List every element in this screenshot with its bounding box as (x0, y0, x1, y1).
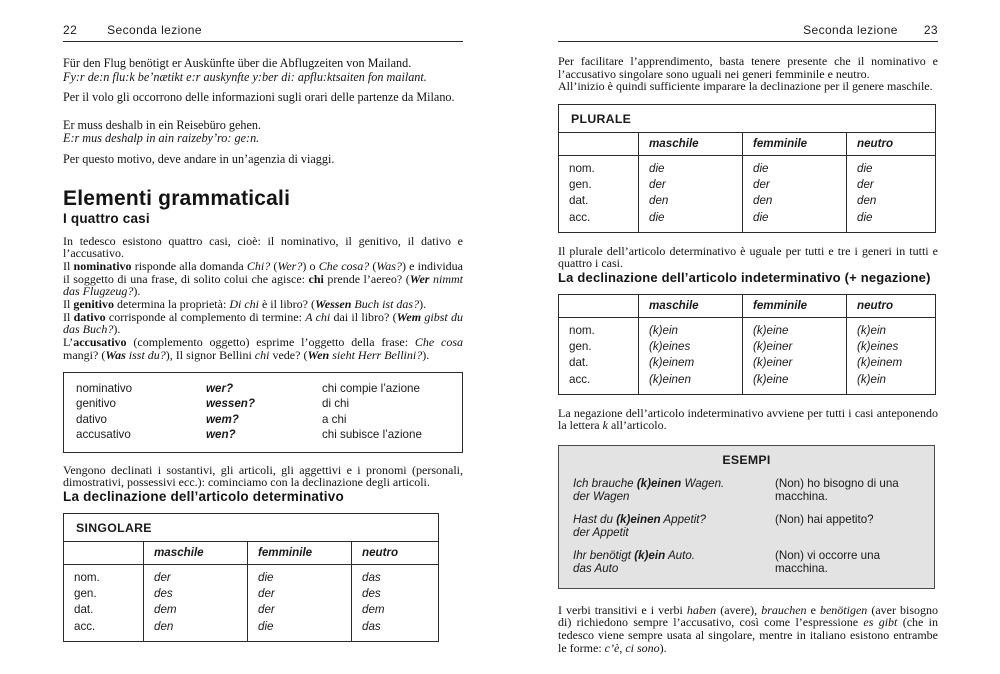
indeterminativo-declension-table (558, 294, 936, 395)
example-italian: (Non) vi occorre una macchina. (775, 548, 881, 576)
table-row (64, 618, 439, 641)
lesson-title: Seconda lezione (107, 23, 202, 37)
case-label: acc. (569, 372, 591, 386)
article-cell: (k)ein (847, 318, 936, 339)
case-label: dat. (569, 356, 589, 370)
case-label: gen. (569, 340, 592, 354)
final-note: I verbi transitivi e i verbi haben (avere), brauchen e benötigen (aver bisogno di) richiedono sempre l’accusativo, così come l’espressione es gibt (che in tedesco viene sempre usata al singolare, mentre in italiano esistono entrambe le forme: c’è, ci sono). (558, 602, 938, 655)
case-question: wessen? (206, 397, 255, 411)
column-header: maschile (639, 295, 743, 318)
case-row (76, 381, 462, 397)
table-row (64, 586, 439, 602)
case-label: acc. (569, 210, 591, 224)
article-cell: der (144, 565, 248, 586)
article-cell: (k)einem (847, 355, 936, 371)
german-noun-line: das Auto (573, 562, 619, 576)
table-row (559, 156, 936, 177)
paragraph: L’accusativo (complemento oggetto) esprime l’oggetto della frase: Che cosa mangi? (Was isst du?), Il signor Bellini chi vede? (Wen sieht Herr Bellini?). (63, 335, 463, 362)
lesson-title: Seconda lezione (803, 23, 898, 37)
example-german (573, 477, 775, 504)
case-label: dat. (569, 194, 589, 208)
example-italian: (Non) hai appetito? (775, 512, 874, 526)
table-row (559, 209, 936, 232)
phonetic-line: Fy:r de:n flu:k be’nætikt e:r auskynfte y:ber di: apflu:ktsaiten fon mailant. (63, 69, 427, 84)
german-example-line: Hast du (k)einen Appetit? (573, 512, 706, 526)
german-example-line: Ihr benötigt (k)ein Auto. (573, 548, 696, 562)
case-label: gen. (74, 587, 97, 601)
table-row (559, 318, 936, 339)
example-row (573, 513, 920, 540)
table-title: SINGOLARE (64, 514, 439, 542)
case-label: dat. (74, 603, 94, 617)
paragraph: Il dativo corrisponde al complemento di termine: A chi dai il libro? (Wem gibst du das Buch?). (63, 309, 463, 337)
case-question: wer? (206, 381, 234, 395)
case-label: acc. (74, 619, 96, 633)
page-header-left (63, 23, 463, 42)
case-row (76, 412, 462, 428)
plurale-declension-table (558, 104, 936, 233)
negation-note: La negazione dell’articolo indeterminativo avviene per tutti i casi anteponendo la lettera k all’articolo. (558, 405, 938, 433)
article-cell: (k)einer (743, 355, 847, 371)
article-cell: die (743, 156, 847, 177)
table-row (559, 177, 936, 193)
article-cell: das (352, 618, 439, 641)
case-label: nom. (569, 324, 595, 338)
case-row (76, 427, 462, 443)
article-cell: der (743, 177, 847, 193)
paragraph: All’inizio è quindi sufficiente imparare la declinazione per il genere maschile. (558, 79, 933, 94)
case-name: genitivo (76, 397, 116, 411)
case-name: nominativo (76, 381, 133, 395)
subsection-title-determinativo: La declinazione dell’articolo determinativo (63, 489, 344, 504)
paragraph-after-box: Vengono declinati i sostantivi, gli articoli, gli aggettivi e i pronomi (personali, dimostrativi, possessivi ecc.): cominciamo con la declinazione degli articoli. (63, 462, 463, 490)
page-header-right (558, 23, 938, 42)
table-row (559, 193, 936, 209)
case-label: nom. (569, 162, 595, 176)
table-row (559, 371, 936, 394)
column-header: femminile (743, 133, 847, 156)
example-row (573, 549, 920, 576)
esempi-title: ESEMPI (722, 453, 771, 468)
article-cell: dem (144, 602, 248, 618)
corner-cell (559, 133, 639, 156)
table-row (559, 355, 936, 371)
article-cell: den (144, 618, 248, 641)
article-cell: (k)eine (743, 318, 847, 339)
article-cell: der (847, 177, 936, 193)
case-name: dativo (76, 412, 107, 426)
article-cell: der (248, 602, 352, 618)
column-header: neutro (352, 542, 439, 565)
corner-cell (559, 295, 639, 318)
phonetic-line: E:r mus deshalp in ain raizeby’ro: ge:n. (63, 131, 260, 146)
article-cell: des (352, 586, 439, 602)
article-cell: der (639, 177, 743, 193)
article-cell: (k)einem (639, 355, 743, 371)
grammar-paragraphs (63, 235, 463, 362)
article-cell: das (352, 565, 439, 586)
page-number: 23 (923, 23, 938, 37)
corner-cell (64, 542, 144, 565)
german-sentence: Für den Flug benötigt er Auskünfte über die Abflugzeiten von Mailand. (63, 56, 412, 70)
german-sentence: Er muss deshalb in ein Reisebüro gehen. (63, 117, 262, 132)
column-header: neutro (847, 133, 936, 156)
esempi-box (558, 445, 935, 589)
article-cell: die (248, 565, 352, 586)
table-row (64, 602, 439, 618)
page-left (63, 0, 463, 642)
example-italian: (Non) ho bisogno di una macchina. (775, 476, 899, 504)
page-number: 22 (63, 23, 78, 37)
column-header: maschile (144, 542, 248, 565)
german-noun-line: der Wagen (573, 490, 630, 504)
example-german (573, 513, 775, 540)
column-header: maschile (639, 133, 743, 156)
table-row (559, 339, 936, 355)
paragraph: Il nominativo risponde alla domanda Chi? (Wer?) o Che cosa? (Was?) e individua il soggetto di una frase, di solito colui che agisce: chi prende l’aereo? (Wer nimmt das Flugzeug?). (63, 258, 464, 299)
article-cell: die (639, 156, 743, 177)
article-cell: (k)ein (639, 318, 743, 339)
paragraph: In tedesco esistono quattro casi, cioè: il nominativo, il genitivo, il dativo e l’accusativo. (63, 233, 463, 261)
article-cell: die (248, 618, 352, 641)
case-label: nom. (74, 571, 100, 584)
case-question: wen? (206, 428, 236, 442)
dialogue-block-2 (63, 119, 463, 146)
article-cell: der (248, 586, 352, 602)
german-example-line: Ich brauche (k)einen Wagen. (573, 476, 725, 490)
case-row (76, 396, 462, 412)
case-name: accusativo (76, 428, 131, 442)
case-description: chi compie l’azione (322, 381, 420, 395)
paragraph-after-plurale: Il plurale dell’articolo determinativo è uguale per tutti e tre i generi in tutti e quattro i casi. (558, 243, 938, 271)
case-label: gen. (569, 178, 592, 192)
example-row (573, 477, 920, 504)
example-german (573, 549, 775, 576)
article-cell: die (847, 156, 936, 177)
cases-summary-box (63, 372, 463, 453)
article-cell: die (743, 209, 847, 232)
singolare-declension-table (63, 513, 439, 642)
case-description: di chi (322, 397, 350, 411)
italian-translation: Per il volo gli occorrono delle informazioni sugli orari delle partenze da Milano. (63, 90, 455, 105)
article-cell: dem (352, 602, 439, 618)
column-header: neutro (847, 295, 936, 318)
intro-paragraphs (558, 55, 938, 93)
article-cell: den (847, 193, 936, 209)
article-cell: die (639, 209, 743, 232)
case-description: chi subisce l’azione (322, 428, 422, 442)
article-cell: des (144, 586, 248, 602)
article-cell: (k)ein (847, 371, 936, 394)
article-cell: die (847, 209, 936, 232)
subsection-title-quattro-casi: I quattro casi (63, 210, 150, 226)
article-cell: (k)einen (639, 371, 743, 394)
column-header: femminile (248, 542, 352, 565)
article-cell: (k)eines (847, 339, 936, 355)
paragraph: Il genitivo determina la proprietà: Di chi è il libro? (Wessen Buch ist das?). (63, 297, 427, 312)
table-title: PLURALE (559, 105, 936, 133)
italian-translation: Per questo motivo, deve andare in un’agenzia di viaggi. (63, 151, 335, 166)
article-cell: (k)eine (743, 371, 847, 394)
dialogue-block-1 (63, 57, 463, 84)
table-row (64, 565, 439, 586)
subsection-title-indeterminativo: La declinazione dell’articolo indeterminativo (+ negazione) (558, 270, 931, 286)
paragraph: Per facilitare l’apprendimento, basta tenere presente che il nominativo e l’accusativo singolare sono uguali nei generi femminile e neutro. (558, 54, 938, 81)
section-title: Elementi grammaticali (63, 186, 291, 210)
page-right (558, 0, 938, 654)
article-cell: (k)einer (743, 339, 847, 355)
case-question: wem? (206, 412, 239, 426)
article-cell: den (639, 193, 743, 209)
article-cell: (k)eines (639, 339, 743, 355)
case-description: a chi (322, 412, 347, 426)
column-header: femminile (743, 295, 847, 318)
german-noun-line: der Appetit (573, 526, 629, 540)
article-cell: den (743, 193, 847, 209)
